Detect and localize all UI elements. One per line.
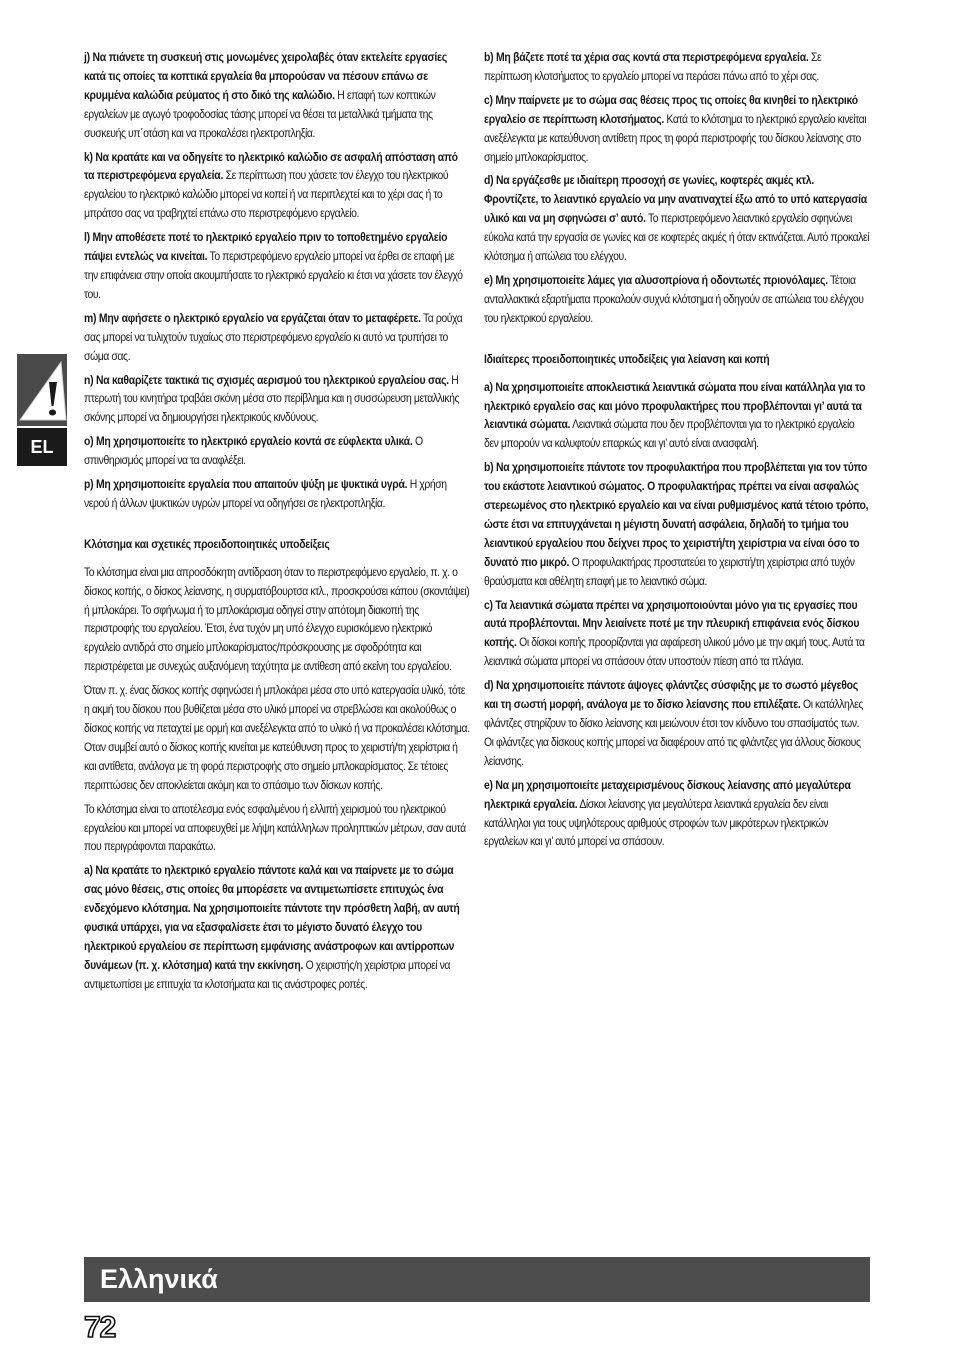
item-kickback-d-heading: d) Να εργάζεσθε με ιδιαίτερη προσοχή σε γωνίες, κοφτερές ακμές κτλ. Φροντίζετε, το λειαντικό εργαλείο να μην ανατιναχτεί έξω από το υπό κατεργασία υλικό και να μη σφηνώσει σ’ αυτό.: [484, 173, 867, 226]
item-kickback-a: [84, 861, 470, 993]
item-kickback-c-heading: c) Μην παίρνετε με το σώμα σας θέσεις προς τις οποίες θα κινηθεί το ηλεκτρικό εργαλείο σε περίπτωση κλοτσήματος.: [484, 92, 858, 126]
item-grinding-d-heading: d) Να χρησιμοποιείτε πάντοτε άψογες φλάντζες σύσφιξης με το σωστό μέγεθος και τη σωστή μορφή, ανάλογα με το δίσκο λείανσης που επιλέξατε.: [484, 678, 858, 712]
item-n-text: Η πτερωτή του κινητήρα τραβάει σκόνη μέσα στο περίβλημα και η συσσώρευση μεταλλικής σκόνης μπορεί να δημιουργήσει ηλεκτρικούς κινδύνους.: [84, 372, 460, 425]
item-kickback-e-heading: e) Μη χρησιμοποιείτε λάμες για αλυσοπρίονα ή οδοντωτές πριονόλαμες.: [484, 272, 828, 287]
grinding-heading: Ιδιαίτερες προειδοποιητικές υποδείξεις για λείανση και κοπή: [484, 351, 770, 366]
footer-language-title: Ελληνικά: [100, 1264, 218, 1294]
item-k-heading: k) Να κρατάτε και να οδηγείτε το ηλεκτρικό καλώδιο σε ασφαλή απόσταση από τα περιστρεφόμενα εργαλεία.: [84, 149, 458, 183]
language-code-badge: EL: [17, 428, 67, 466]
item-l: [84, 228, 470, 304]
item-j-heading: j) Να πιάνετε τη συσκευή στις μονωμένες χειρολαβές όταν εκτελείτε εργασίες κατά τις οποίες τα κοπτικά εργαλεία θα μπορούσαν να πέσουν επάνω σε κρυμμένα καλώδια ρεύματος ή στο δικό της καλώδιο.: [84, 50, 447, 102]
item-kickback-a-heading: a) Να κρατάτε το ηλεκτρικό εργαλείο πάντοτε καλά και να παίρνετε με το σώμα σας μόνο θέσεις, στις οποίες θα μπορέσετε να αντιμετωπίσετε επιτυχώς ένα ενδεχόμενο κλότσημα. Να χρησιμοποιείτε πάντοτε την πρόσθετη λαβή, αν αυτή φυσικά υπάρχει, για να εξασφαλίσετε έτσι το μέγιστο δυνατό έλεγχο του ηλεκτρικού εργαλείου σε περίπτωση εμφάνισης ανάστροφων και αντίρροπων δυνάμεων (π. χ. κλότσημα) κατά την εκκίνηση.: [84, 863, 460, 972]
item-p-text: Η χρήση νερού ή άλλων ψυκτικών υγρών μπορεί να οδηγήσει σε ηλεκτροπληξία.: [84, 477, 447, 510]
item-grinding-a-heading: a) Να χρησιμοποιείτε αποκλειστικά λειαντικά σώματα που είναι κατάλληλα για το ηλεκτρικό εργαλείο σας και μόνο προφυλακτήρες που προβλέπονται γι’ αυτά τα λειαντικά σώματα.: [484, 379, 866, 432]
item-kickback-e-text: Τέτοια ανταλλακτικά εξαρτήματα προκαλούν συχνά κλότσημα ή οδηγούν σε απώλεια του ελέγχου του ηλεκτρικού εργαλείου.: [484, 272, 864, 325]
item-grinding-d-text: Οι κατάλληλες φλάντζες στηρίζουν το δίσκο λείανσης και μειώνουν έτσι τον κίνδυνο του σπασίματός των. Οι φλάντζες για δίσκους κοπής μπορεί να διαφέρουν από τις φλάντζες για άλλους δίσκους λείανσης.: [484, 697, 864, 768]
item-grinding-a: [484, 378, 870, 454]
item-kickback-d-text: Το περιστρεφόμενο λειαντικό εργαλείο σφηνώνει εύκολα κατά την εργασία σε γωνίες και σε κοφτερές ακμές ή όταν εκτινάζεται. Αυτό προκαλεί κλότσημα ή απώλεια του ελέγχου.: [484, 211, 870, 264]
kickback-paragraph-3: Το κλότσημα είναι το αποτέλεσμα ενός εσφαλμένου ή ελλιπή χειρισμού του ηλεκτρικού εργαλείου και μπορεί να αποφευχθεί με λήψη κατάλληλων προληπτικών μέτρων, σαν αυτά που περιγράφονται παρακάτω.: [84, 801, 466, 854]
item-kickback-b-heading: b) Μη βάζετε ποτέ τα χέρια σας κοντά στα περιστρεφόμενα εργαλεία.: [484, 50, 809, 64]
item-kickback-e: [484, 271, 870, 328]
item-k-text: Σε περίπτωση που χάσετε τον έλεγχο του ηλεκτρικού εργαλείου το ηλεκτρικό καλώδιο μπορεί να κοπεί ή να περιπλεχτεί και το χέρι σας ή το μπράτσο σας να τραβηχτεί επάνω στο περιστρεφόμενο εργαλείο.: [84, 168, 449, 221]
item-m: [84, 309, 470, 366]
item-k: [84, 148, 470, 224]
item-grinding-a-text: Λειαντικά σώματα που δεν προβλέπονται για το ηλεκτρικό εργαλείο δεν μπορούν να καλυφτούν επαρκώς και γι’ αυτό είναι ανασφαλή.: [484, 417, 855, 451]
item-j-text: Η επαφή των κοπτικών εργαλείων με αγωγό τροφοδοσίας τάσης μπορεί να θέσει τα μεταλλικά τμήματα της συσκευής υπ΄οτάση και να προκαλέσει ηλεκτροπληξία.: [84, 87, 436, 140]
item-kickback-b-text: Σε περίπτωση κλοτσήματος το εργαλείο μπορεί να περάσει πάνω από το χέρι σας.: [484, 50, 822, 83]
item-o: [84, 432, 470, 470]
item-o-heading: o) Μη χρησιμοποιείτε το ηλεκτρικό εργαλείο κοντά σε εύφλεκτα υλικά.: [84, 434, 413, 449]
item-m-heading: m) Μην αφήσετε ο ηλεκτρικό εργαλείο να εργάζεται όταν το μεταφέρετε.: [84, 310, 421, 325]
item-p: [84, 475, 470, 513]
kickback-paragraph-1: Το κλότσημα είναι μια απροσδόκητη αντίδραση όταν το περιστρεφόμενο εργαλείο, π. χ. ο δίσκος κοπής, ο δίσκος λείανσης, η συρματόβουρτσα κτλ., προσκρούσει κάπου (σκοντάψει) ή μπλοκάρει. Το σφήνωμα ή το μπλοκάρισμα οδηγεί στην απότομη διακοπή της περιστροφής του εργαλείου. Έτσι, ένα τυχόν μη υπό έλεγχο ευρισκόμενο ηλεκτρικό εργαλείο αντιδρά στο σημείο μπλοκαρίσματος/πρόσκρουσης με σφοδρότητα και περιστρέφεται με συνεχώς αυξανόμενη ταχύτητα με αντίθεση από εκείνη του εργαλείου.: [84, 564, 470, 674]
language-footer-bar: [84, 1257, 870, 1302]
item-kickback-b: [484, 48, 870, 86]
item-grinding-c: [484, 596, 870, 672]
item-grinding-e-heading: e) Να μη χρησιμοποιείτε μεταχειρισμένους δίσκους λείανσης από μεγαλύτερα ηλεκτρικά εργαλεία.: [484, 777, 851, 811]
item-l-heading: l) Μην αποθέσετε ποτέ το ηλεκτρικό εργαλείο πριν το τοποθετημένο εργαλείο πάψει εντελώς να κινείται.: [84, 230, 448, 264]
item-l-text: Το περιστρεφόμενο εργαλείο μπορεί να έρθει σε επαφή με την επιφάνεια στην οποία ακουμπήσατε το ηλεκτρικό εργαλείο κι έτσι να χάσετε τον έλεγχό του.: [84, 249, 463, 301]
left-column: [84, 48, 470, 999]
item-kickback-a-text: Ο χειριστής/η χειρίστρια μπορεί να αντιμετωπίσει με επιτυχία τα κλοτσήματα και τις ανάστροφες ροπές.: [84, 957, 451, 991]
kickback-paragraph-2: Όταν π. χ. ένας δίσκος κοπής σφηνώσει ή μπλοκάρει μέσα στο υπό κατεργασία υλικό, τότε η ακμή του δίσκου που βυθίζεται μέσα στο υλικό μπορεί να στρεβλώσει και ακολούθως ο δίσκος κοπής να πεταχτεί με ορμή και ανεξέλεγκτα από το υλικό ή να προκαλέσει κλότσημα. Οταν συμβεί αυτό ο δίσκος κοπής κινείται με κατεύθυνση προς το χειριστή/τη χειρίστρια ή και αντίθετα, ανάλογα με τη φορά περιστροφής στο σημείο μπλοκαρίσματος. Σε τέτοιες περιπτώσεις δεν αποκλείεται ακόμη και το σπάσιμο των δίσκων κοπής.: [84, 683, 470, 792]
item-grinding-b-text: Ο προφυλακτήρας προστατεύει το χειριστή/τη χειρίστρια από τυχόν θραύσματα και αθέλητη επαφή με το λειαντικό σώμα.: [484, 554, 855, 588]
item-grinding-d: [484, 676, 870, 771]
item-kickback-c-text: Κατά το κλότσημα το ηλεκτρικό εργαλείο κινείται ανεξέλεγκτα με κατεύθυνση αντίθετη προς τη φορά περιστροφής του δίσκου λείανσης στο σημείο μπλοκαρίσματος.: [484, 111, 867, 164]
kickback-heading: Κλότσημα και σχετικές προειδοποιητικές υποδείξεις: [84, 536, 330, 551]
warning-box: [17, 354, 67, 426]
item-o-text: Ο σπινθηρισμός μπορεί να τα αναφλέξει.: [84, 434, 423, 468]
item-grinding-e-text: Δίσκοι λείανσης για μεγαλύτερα λειαντικά εργαλεία δεν είναι κατάλληλοι για τους υψηλότερους αριθμούς στροφών των μικρότερων ηλεκτρικών εργαλείων και γι’ αυτό μπορεί να σπάσουν.: [484, 796, 829, 849]
item-grinding-b-heading: b) Να χρησιμοποιείτε πάντοτε τον προφυλακτήρα που προβλέπεται για τον τύπο του εκάστοτε λειαντικού σώματος. Ο προφυλακτήρας πρέπει να είναι ασφαλώς στερεωμένος στο ηλεκτρικό εργαλείο και να είναι ρυθμισμένος κατά τέτοιο τρόπο, ώστε έτσι να επιτυγχάνεται η μέγιστη δυνατή ασφάλεια, δηλαδή το τμήμα του λειαντικού εργαλείου που δείχνει προς το χειριστή/τη χειρίστρια να είναι όσο το δυνατό πιο μικρό.: [484, 460, 869, 569]
item-grinding-c-text: Οι δίσκοι κοπής προορίζονται για αφαίρεση υλικού μόνο με την ακμή τους. Αυτά τα λειαντικά σώματα μπορεί να σπάσουν όταν υποστούν πίεση από τα πλάγια.: [484, 635, 865, 669]
item-p-heading: p) Μη χρησιμοποιείτε εργαλεία που απαιτούν ψύξη με ψυκτικά υγρά.: [84, 477, 408, 492]
item-kickback-d: [484, 171, 870, 266]
right-column: [484, 48, 870, 856]
page-number: 72: [84, 1311, 116, 1344]
item-grinding-e: [484, 776, 870, 852]
item-n-heading: n) Να καθαρίζετε τακτικά τις σχισμές αερισμού του ηλεκτρικού εργαλείου σας.: [84, 372, 449, 387]
safety-sidebar: [17, 354, 67, 466]
item-grinding-c-heading: c) Τα λειαντικά σώματα πρέπει να χρησιμοποιούνται μόνο για τις εργασίες που αυτά προβλέπονται. Μην λειαίνετε ποτέ με την πλευρική επιφάνεια ενός δίσκου κοπής.: [484, 597, 860, 650]
warning-triangle-icon: [17, 354, 67, 426]
item-m-text: Τα ρούχα σας μπορεί να τυλιχτούν τυχαίως στο περιστρεφόμενο εργαλείο κι αυτό να τρυπήσει το σώμα σας.: [84, 310, 463, 363]
item-kickback-c: [484, 91, 870, 167]
item-grinding-b: [484, 458, 870, 590]
item-n: [84, 371, 470, 428]
item-j: [84, 48, 470, 143]
